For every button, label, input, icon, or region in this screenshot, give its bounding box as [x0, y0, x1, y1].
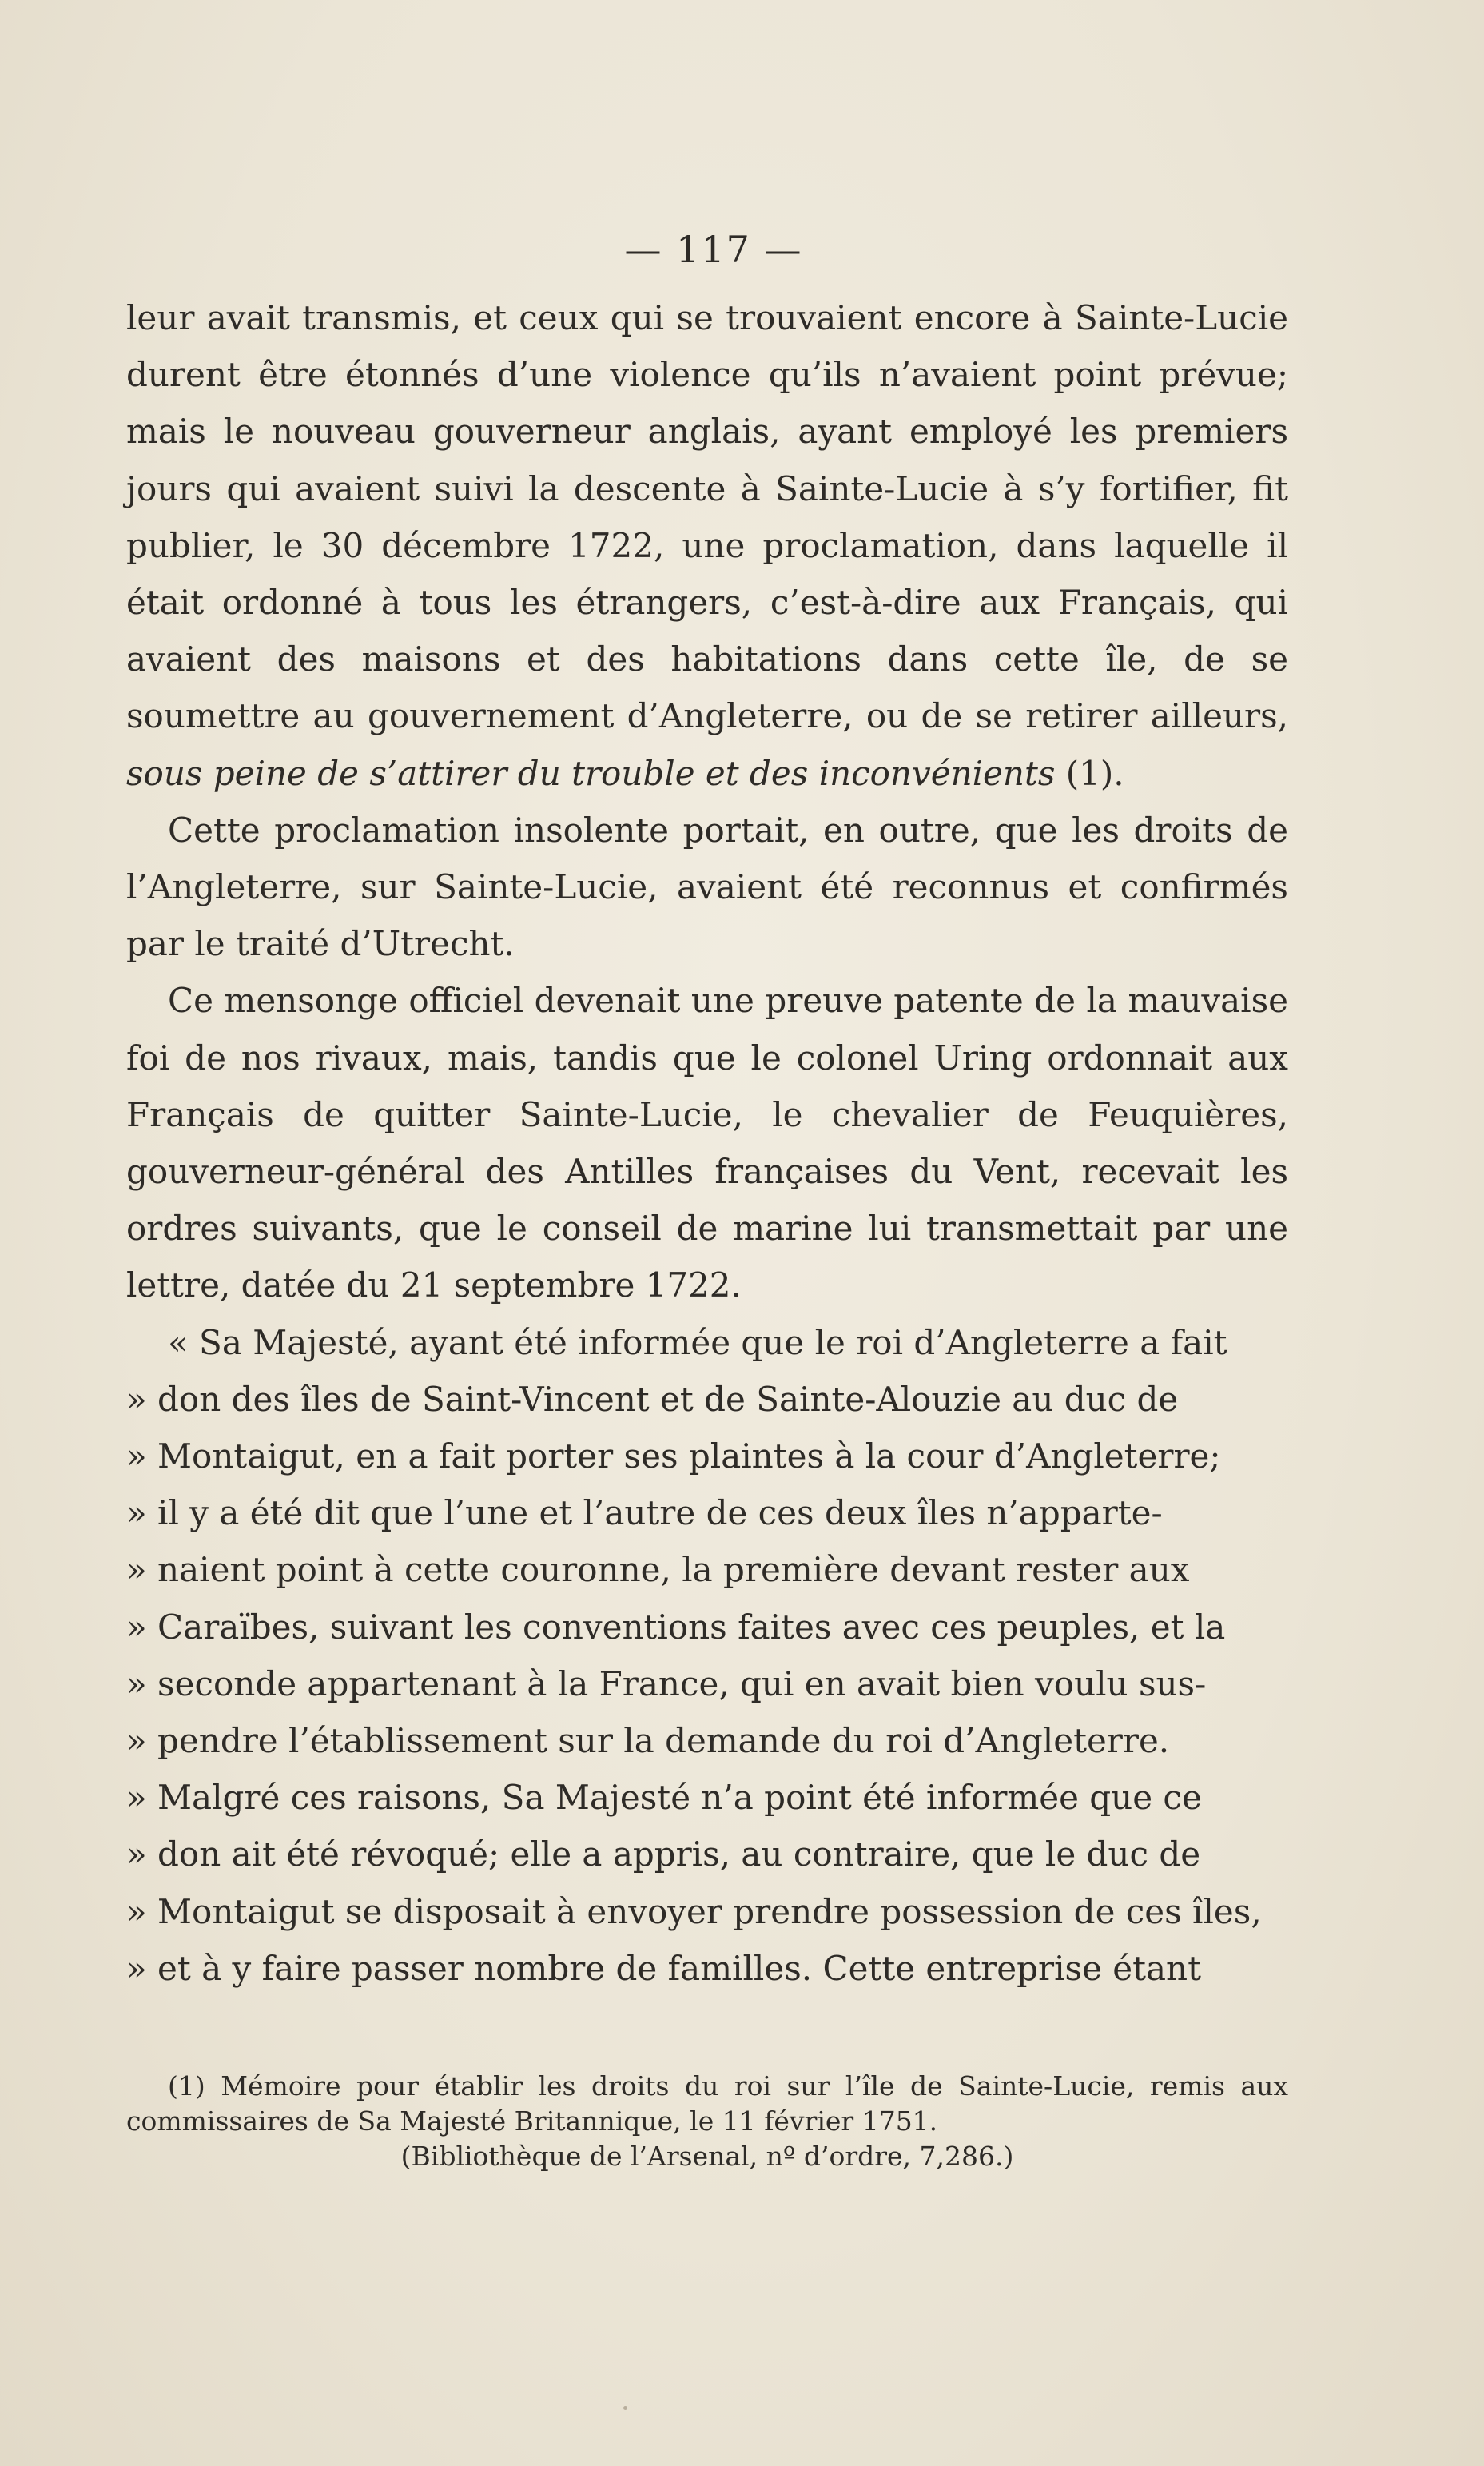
quote-line: » pendre l’établissement sur la demande du roi d’Angleterre. — [126, 1721, 1170, 1761]
footnote-citation: (1) Mémoire pour établir les droits du roi sur l’île de Sainte-Lucie, remis aux commissaires de Sa Majesté Britannique, le 11 février 1751. — [126, 2070, 1288, 2137]
footnote — [126, 2069, 1288, 2174]
royal-letter-quote — [126, 1314, 1288, 1997]
quote-line: » Montaigut se disposait à envoyer prendre possession de ces îles, — [126, 1891, 1262, 1931]
quote-line: » et à y faire passer nombre de familles. Cette entreprise étant — [126, 1948, 1201, 1988]
quote-line: » don des îles de Saint-Vincent et de Sainte-Alouzie au duc de — [126, 1379, 1179, 1419]
main-text — [126, 289, 1288, 1997]
quote-line: « Sa Majesté, ayant été informée que le roi d’Angleterre a fait — [168, 1322, 1227, 1362]
footnote-gap — [126, 1997, 1288, 2069]
quote-line: » Montaigut, en a fait porter ses plaintes à la cour d’Angleterre; — [126, 1436, 1221, 1476]
paper-speck — [623, 2406, 627, 2410]
quote-line: » don ait été révoqué; elle a appris, au contraire, que le duc de — [126, 1835, 1201, 1874]
page-number: — 117 — — [624, 228, 803, 271]
paragraph-1 — [126, 289, 1288, 802]
quote-line: » seconde appartenant à la France, qui en avait bien voulu sus- — [126, 1663, 1207, 1703]
paragraph-1-footnote-ref: (1). — [1055, 753, 1124, 793]
paragraph-2: Cette proclamation insolente portait, en outre, que les droits de l’Angleterre, sur Sainte-Lucie, avaient été reconnus et confirmés par le traité d’Utrecht. — [126, 810, 1288, 964]
paragraph-3: Ce mensonge officiel devenait une preuve patente de la mauvaise foi de nos rivaux, mais, tandis que le colonel Uring ordonnait aux Français de quitter Sainte-Lucie, le chevalier de Feuquières, gouverneur-général des Antilles françaises du Vent, recevait les ordres suivants, que le conseil de marine lui transmettait par une lettre, datée du 21 septembre 1722. — [126, 981, 1288, 1305]
paragraph-1-italic: sous peine de s’attirer du trouble et des inconvénients — [126, 753, 1056, 793]
quote-line: » Caraïbes, suivant les conventions faites avec ces peuples, et la — [126, 1607, 1226, 1647]
quote-line: » il y a été dit que l’une et l’autre de ces deux îles n’apparte- — [126, 1493, 1163, 1533]
quote-line: » Malgré ces raisons, Sa Majesté n’a point été informée que ce — [126, 1778, 1202, 1818]
paragraph-1-text-a: leur avait transmis, et ceux qui se trouvaient encore à Sainte-Lucie durent être étonnés d’une violence qu’ils n’avaient point prévue; mais le nouveau gouverneur anglais, ayant employé les premiers jours qui avaient suivi la descente à Sainte-Lucie à s’y fortifier, fit publier, le 30 décembre 1722, une proclamation, dans laquelle il était ordonné à tous les étrangers, c’est-à-dire aux Français, qui avaient des maisons et des habitations dans cette île, de se soumettre au gouvernement d’Angleterre, ou de se retirer ailleurs, — [126, 298, 1288, 736]
footnote-source: (Bibliothèque de l’Arsenal, nº d’ordre, 7,286.) — [400, 2141, 1014, 2173]
quote-line: » naient point à cette couronne, la première devant rester aux — [126, 1550, 1190, 1590]
